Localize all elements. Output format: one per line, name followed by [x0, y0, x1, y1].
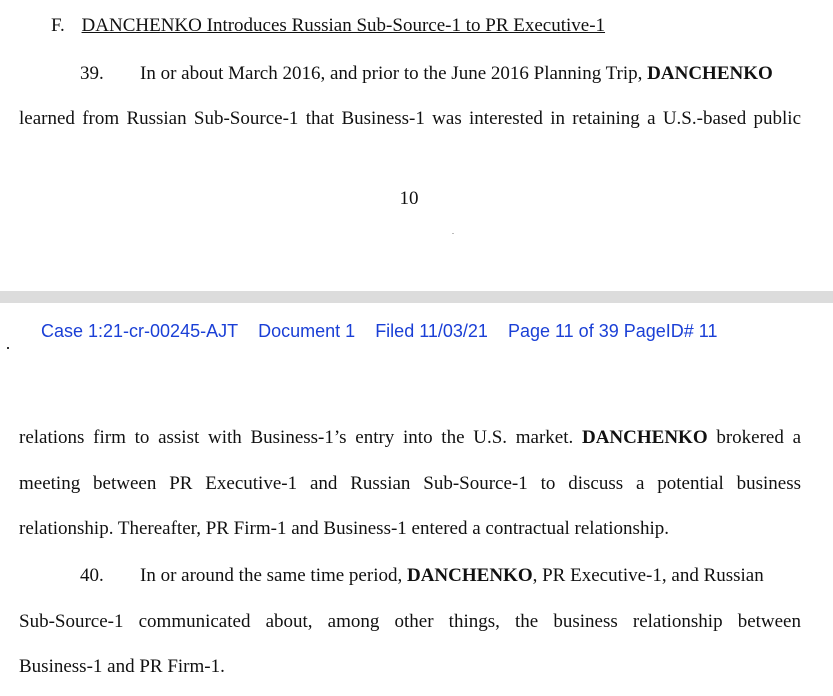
- bold-name: DANCHENKO: [581, 427, 708, 448]
- page-of-total: Page 11 of 39: [507, 321, 619, 341]
- paragraph-39-cont-line-1: [19, 426, 801, 450]
- paragraph-text: relations firm to assist with Business-1’s entry into the U.S. market.: [19, 427, 574, 448]
- paragraph-text: In or about March 2016, and prior to the June 2016 Planning Trip,: [140, 63, 643, 84]
- scan-speck: [7, 347, 9, 349]
- section-letter: F.: [51, 15, 65, 36]
- bold-name: DANCHENKO: [406, 565, 533, 586]
- paragraph-number: 39.: [80, 63, 104, 84]
- page-id: PageID# 11: [623, 321, 718, 341]
- case-header: [41, 319, 717, 343]
- paragraph-40-line-3: Business-1 and PR Firm-1.: [19, 656, 225, 677]
- document-number: Document 1: [258, 321, 356, 341]
- paragraph-40-line-2: Sub-Source-1 communicated about, among other things, the business relationship between: [19, 611, 801, 632]
- document-page-10: [0, 0, 833, 291]
- case-number: Case 1:21-cr-00245-AJT: [41, 321, 239, 341]
- bold-name: DANCHENKO: [647, 63, 773, 84]
- paragraph-39-cont-line-2: meeting between PR Executive-1 and Russian Sub-Source-1 to discuss a potential business: [19, 473, 801, 494]
- paragraph-text: , PR Executive-1, and Russian: [532, 565, 764, 586]
- paragraph-39-line-2: learned from Russian Sub-Source-1 that Business-1 was interested in retaining a U.S.-based public: [19, 108, 801, 129]
- page-number: 10: [399, 188, 419, 209]
- section-heading: [51, 14, 605, 38]
- paragraph-text: brokered a: [716, 427, 802, 448]
- section-title: DANCHENKO Introduces Russian Sub-Source-1 to PR Executive-1: [81, 15, 606, 36]
- paragraph-number: 40.: [80, 565, 104, 586]
- paragraph-text: In or around the same time period,: [140, 565, 403, 586]
- paragraph-40-line-1: [19, 564, 801, 588]
- page-separator: [0, 291, 833, 303]
- paragraph-39-cont-line-3: relationship. Thereafter, PR Firm-1 and Business-1 entered a contractual relationship.: [19, 518, 669, 539]
- paragraph-39-line-1: [19, 62, 801, 86]
- document-page-11: [0, 303, 833, 696]
- filed-date: Filed 11/03/21: [375, 321, 488, 341]
- scan-speck: [452, 233, 454, 234]
